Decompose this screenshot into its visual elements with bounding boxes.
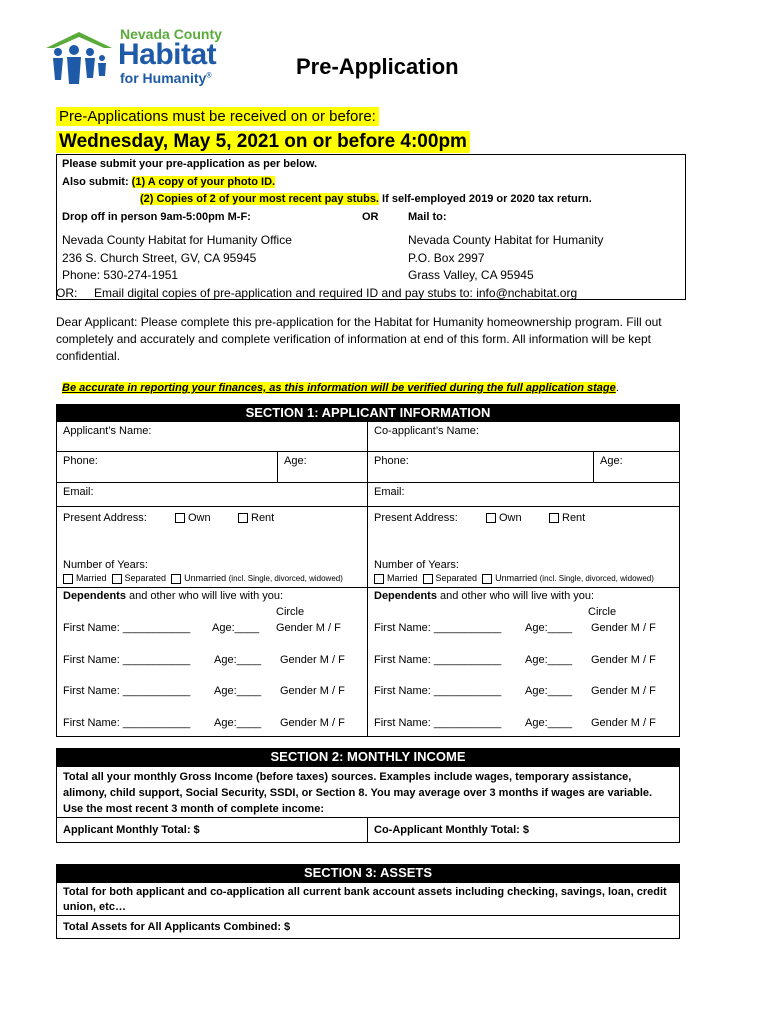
dependent-gender[interactable]: Gender M / F [280,654,345,666]
mail-name: Nevada County Habitat for Humanity [408,233,604,247]
coapplicant-rent-checkbox[interactable]: Rent [549,511,585,525]
applicant-monthly-total-label: Applicant Monthly Total: $ [63,824,200,836]
coapplicant-age-field[interactable] [593,451,680,483]
instructions-paystubs: (2) Copies of 2 of your most recent pay stubs. If self-employed 2019 or 2020 tax return. [140,193,592,205]
dependent-age[interactable]: Age:____ [214,717,262,729]
co-dependent-first-name[interactable]: First Name: ___________ [374,717,502,729]
dependent-gender[interactable]: Gender M / F [280,685,345,697]
co-dependent-age[interactable]: Age:____ [525,654,573,666]
checkbox-icon [374,574,384,584]
people-icon [44,28,114,86]
co-dependent-first-name[interactable]: First Name: ___________ [374,622,502,634]
deadline-date: Wednesday, May 5, 2021 on or before 4:00pm [56,131,470,153]
co-dependent-gender[interactable]: Gender M / F [591,622,656,634]
applicant-monthly-total-field[interactable] [56,817,368,843]
coapplicant-email-label: Email: [374,486,405,498]
habitat-logo [44,24,224,88]
deadline-intro: Pre-Applications must be received on or before: [56,107,379,126]
email-instructions: Email digital copies of pre-application and required ID and pay stubs to: info@nchabitat.org [94,286,578,300]
dependent-first-name[interactable]: First Name: ___________ [63,685,191,697]
or-email-label: OR: [56,286,78,300]
mail-label: Mail to: [408,211,447,223]
applicant-circle-note: Circle [276,606,305,618]
co-dependent-age[interactable]: Age:____ [525,622,573,634]
checkbox-icon [423,574,433,584]
section1-header: SECTION 1: APPLICANT INFORMATION [56,404,680,422]
section2-header: SECTION 2: MONTHLY INCOME [56,748,680,766]
coapplicant-years-label: Number of Years: [374,559,459,571]
co-dependent-first-name[interactable]: First Name: ___________ [374,685,502,697]
total-assets-label: Total Assets for All Applicants Combined: $ [63,921,291,933]
applicant-phone-field[interactable] [56,451,278,483]
checkbox-icon [171,574,181,584]
coapplicant-own-checkbox[interactable]: Own [486,511,522,525]
coapplicant-address-label: Present Address: [374,512,458,524]
accuracy-note: Be accurate in reporting your finances, as this information will be verified during the full application stage. [62,382,619,394]
dropoff-label: Drop off in person 9am-5:00pm M-F: [62,211,251,223]
intro-paragraph: Dear Applicant: Please complete this pre-application for the Habitat for Humanity homeownership program. Fill out completely and accurately and complete verification of information at end of this form. All information will be kept confidential. [56,315,662,363]
dependent-gender[interactable]: Gender M / F [280,717,345,729]
dependent-age[interactable]: Age:____ [214,654,262,666]
page-title: Pre-Application [296,54,459,79]
applicant-years-label: Number of Years: [63,559,148,571]
office-name: Nevada County Habitat for Humanity Office [62,233,292,247]
applicant-dependents-title: Dependents and other who will live with you: [63,590,284,602]
coapplicant-age-label: Age: [600,455,623,467]
dependent-first-name[interactable]: First Name: ___________ [63,717,191,729]
coapplicant-circle-note: Circle [588,606,617,618]
office-phone: Phone: 530-274-1951 [62,268,179,282]
coapplicant-name-field[interactable] [367,421,680,452]
applicant-name-label: Applicant’s Name: [63,425,152,437]
co-dependent-gender[interactable]: Gender M / F [591,654,656,666]
applicant-phone-label: Phone: [63,455,98,467]
section3-header: SECTION 3: ASSETS [56,864,680,882]
logo-text-humanity: for Humanity® [120,70,212,86]
coapplicant-monthly-total-label: Co-Applicant Monthly Total: $ [374,824,530,836]
co-dependent-age[interactable]: Age:____ [525,717,573,729]
logo-text-county: Nevada County [120,26,222,42]
applicant-rent-checkbox[interactable]: Rent [238,511,274,525]
checkbox-icon [482,574,492,584]
total-assets-field[interactable] [56,915,680,939]
coapplicant-phone-label: Phone: [374,455,409,467]
checkbox-icon [175,513,185,523]
coapplicant-marital-status[interactable]: Married Separated Unmarried (incl. Single, divorced, widowed) [374,573,654,584]
section3-description: Total for both applicant and co-application all current bank account assets including checking, savings, loan, credit union, etc… [56,882,680,916]
instructions-also: Also submit: (1) A copy of your photo ID. [62,176,276,188]
logo-text-habitat: Habitat [118,38,217,71]
co-dependent-gender[interactable]: Gender M / F [591,685,656,697]
dependent-age[interactable]: Age:____ [214,685,262,697]
applicant-age-field[interactable] [277,451,368,483]
checkbox-icon [63,574,73,584]
applicant-email-field[interactable] [56,482,368,507]
applicant-age-label: Age: [284,455,307,467]
co-dependent-age[interactable]: Age:____ [525,685,573,697]
coapplicant-phone-field[interactable] [367,451,594,483]
mail-box: P.O. Box 2997 [408,251,485,265]
checkbox-icon [238,513,248,523]
checkbox-icon [549,513,559,523]
mail-city: Grass Valley, CA 95945 [408,268,534,282]
applicant-email-label: Email: [63,486,94,498]
or-label: OR [362,211,379,223]
office-address: 236 S. Church Street, GV, CA 95945 [62,251,257,265]
applicant-own-checkbox[interactable]: Own [175,511,211,525]
coapplicant-monthly-total-field[interactable] [367,817,680,843]
checkbox-icon [486,513,496,523]
instructions-line1: Please submit your pre-application as per below. [62,158,318,170]
co-dependent-gender[interactable]: Gender M / F [591,717,656,729]
coapplicant-dependents-title: Dependents and other who will live with you: [374,590,595,602]
coapplicant-email-field[interactable] [367,482,680,507]
dependent-age[interactable]: Age:____ [212,622,260,634]
dependent-gender[interactable]: Gender M / F [276,622,341,634]
section2-description: Total all your monthly Gross Income (before taxes) sources. Examples include wages, temporary assistance, alimony, child support, Social Security, SSDI, or Section 8. You may average over 3 months if wages are variable. Use the most recent 3 month of complete income: [56,766,680,818]
coapplicant-name-label: Co-applicant’s Name: [374,425,479,437]
dependent-first-name[interactable]: First Name: ___________ [63,654,191,666]
checkbox-icon [112,574,122,584]
applicant-address-label: Present Address: [63,512,147,524]
applicant-marital-status[interactable]: Married Separated Unmarried (incl. Single, divorced, widowed) [63,573,343,584]
co-dependent-first-name[interactable]: First Name: ___________ [374,654,502,666]
dependent-first-name[interactable]: First Name: ___________ [63,622,191,634]
applicant-name-field[interactable] [56,421,368,452]
